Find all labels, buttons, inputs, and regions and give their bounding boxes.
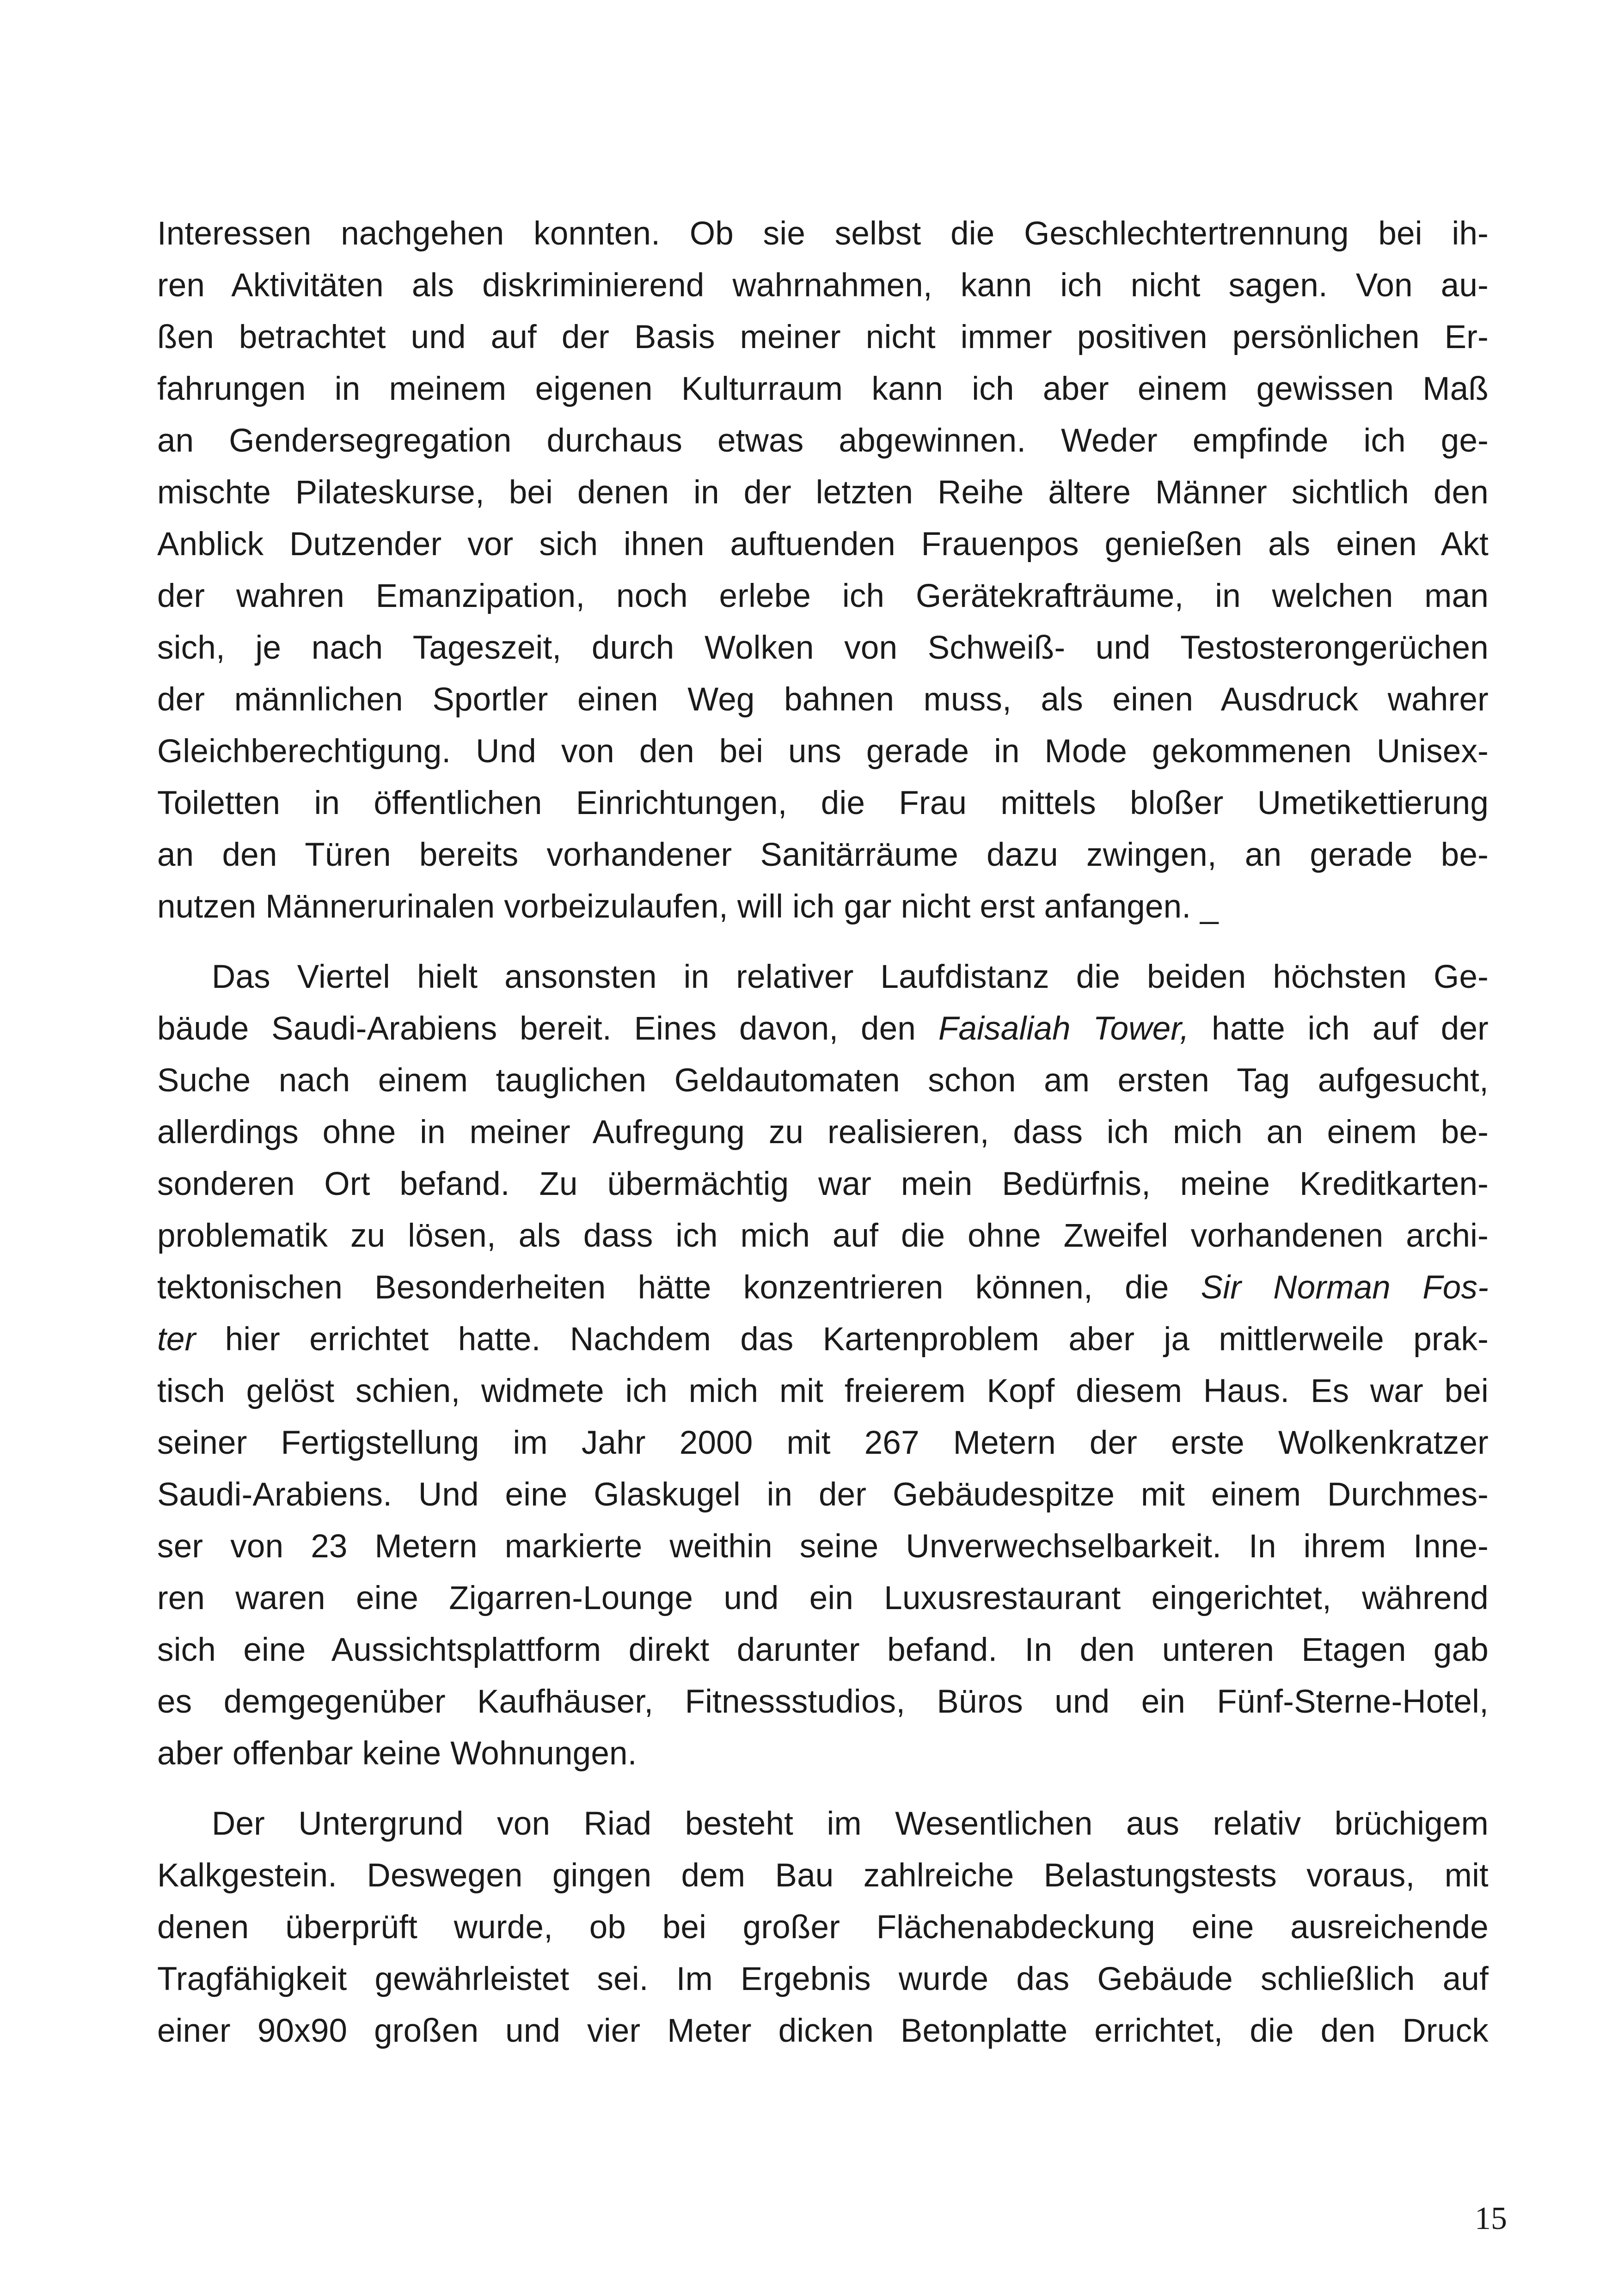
text-line: Kalkgestein. Deswegen gingen dem Bau zahlreiche Belastungstests voraus, mit <box>157 1857 1489 1894</box>
text-line: Interessen nachgehen konnten. Ob sie selbst die Geschlechtertrennung bei ih- <box>157 215 1489 252</box>
text-line: an den Türen bereits vorhandener Sanitärräume dazu zwingen, an gerade be- <box>157 837 1489 873</box>
text-line: ren Aktivitäten als diskriminierend wahrnahmen, kann ich nicht sagen. Von au- <box>157 267 1489 304</box>
text-line: Suche nach einem tauglichen Geldautomaten schon am ersten Tag aufgesucht, <box>157 1062 1489 1099</box>
text-line: einer 90x90 großen und vier Meter dicken Betonplatte errichtet, die den Druck <box>157 2013 1489 2049</box>
body-text <box>157 208 1489 2057</box>
text-line: der wahren Emanzipation, noch erlebe ich Gerätekrafträume, in welchen man <box>157 578 1489 614</box>
text-line: ren waren eine Zigarren-Lounge und ein Luxusrestaurant eingerichtet, während <box>157 1580 1489 1616</box>
text-line: Anblick Dutzender vor sich ihnen auftuenden Frauenpos genießen als einen Akt <box>157 526 1489 563</box>
text-line: denen überprüft wurde, ob bei großer Flächenabdeckung eine ausreichende <box>157 1909 1489 1946</box>
text-line: Der Untergrund von Riad besteht im Wesentlichen aus relativ brüchigem <box>212 1806 1489 1842</box>
text-line: Saudi-Arabiens. Und eine Glaskugel in der Gebäudespitze mit einem Durchmes- <box>157 1476 1489 1513</box>
page-number: 15 <box>1475 2201 1507 2236</box>
paragraph-2 <box>157 951 1489 1780</box>
text-line: sonderen Ort befand. Zu übermächtig war mein Bedürfnis, meine Kreditkarten- <box>157 1166 1489 1202</box>
text-line: tektonischen Besonderheiten hätte konzentrieren können, die Sir Norman Fos- <box>157 1269 1489 1306</box>
text-line: der männlichen Sportler einen Weg bahnen muss, als einen Ausdruck wahrer <box>157 681 1489 718</box>
text-line: ser von 23 Metern markierte weithin seine Unverwechselbarkeit. In ihrem Inne- <box>157 1528 1489 1565</box>
text-line: sich eine Aussichtsplattform direkt darunter befand. In den unteren Etagen gab <box>157 1632 1489 1668</box>
text-line: es demgegenüber Kaufhäuser, Fitnessstudios, Büros und ein Fünf-Sterne-Hotel, <box>157 1684 1489 1720</box>
text-line: ßen betrachtet und auf der Basis meiner nicht immer positiven persönlichen Er- <box>157 319 1489 355</box>
text-line: aber offenbar keine Wohnungen. <box>157 1735 637 1772</box>
text-line: bäude Saudi-Arabiens bereit. Eines davon, den Faisaliah Tower, hatte ich auf der <box>157 1010 1489 1047</box>
text-line: Toiletten in öffentlichen Einrichtungen, die Frau mittels bloßer Umetikettierung <box>157 785 1489 821</box>
italic-name: Faisaliah Tower, <box>938 1010 1189 1047</box>
paragraph-3 <box>157 1798 1489 2057</box>
text-line: problematik zu lösen, als dass ich mich auf die ohne Zweifel vorhandenen archi- <box>157 1218 1489 1254</box>
text-line: Tragfähigkeit gewährleistet sei. Im Ergebnis wurde das Gebäude schließlich auf <box>157 1961 1489 1997</box>
italic-name: Sir Norman Fos- <box>1201 1269 1489 1306</box>
paragraph-1 <box>157 208 1489 933</box>
text-line: Gleichberechtigung. Und von den bei uns gerade in Mode gekommenen Unisex- <box>157 733 1489 770</box>
text-line: seiner Fertigstellung im Jahr 2000 mit 267 Metern der erste Wolkenkratzer <box>157 1425 1489 1461</box>
text-line: nutzen Männerurinalen vorbeizulaufen, will ich gar nicht erst anfangen. _ <box>157 888 1219 925</box>
text-line: an Gendersegregation durchaus etwas abgewinnen. Weder empfinde ich ge- <box>157 422 1489 459</box>
text-line: fahrungen in meinem eigenen Kulturraum kann ich aber einem gewissen Maß <box>157 371 1489 407</box>
text-line: tisch gelöst schien, widmete ich mich mit freierem Kopf diesem Haus. Es war bei <box>157 1373 1489 1409</box>
italic-name: ter <box>157 1321 196 1358</box>
text-line: sich, je nach Tageszeit, durch Wolken von Schweiß- und Testosterongerüchen <box>157 630 1489 666</box>
text-line: mischte Pilateskurse, bei denen in der letzten Reihe ältere Männer sichtlich den <box>157 474 1489 511</box>
text-line: Das Viertel hielt ansonsten in relativer Laufdistanz die beiden höchsten Ge- <box>212 959 1489 995</box>
text-line: ter hier errichtet hatte. Nachdem das Kartenproblem aber ja mittlerweile prak- <box>157 1321 1489 1358</box>
text-line: allerdings ohne in meiner Aufregung zu realisieren, dass ich mich an einem be- <box>157 1114 1489 1151</box>
